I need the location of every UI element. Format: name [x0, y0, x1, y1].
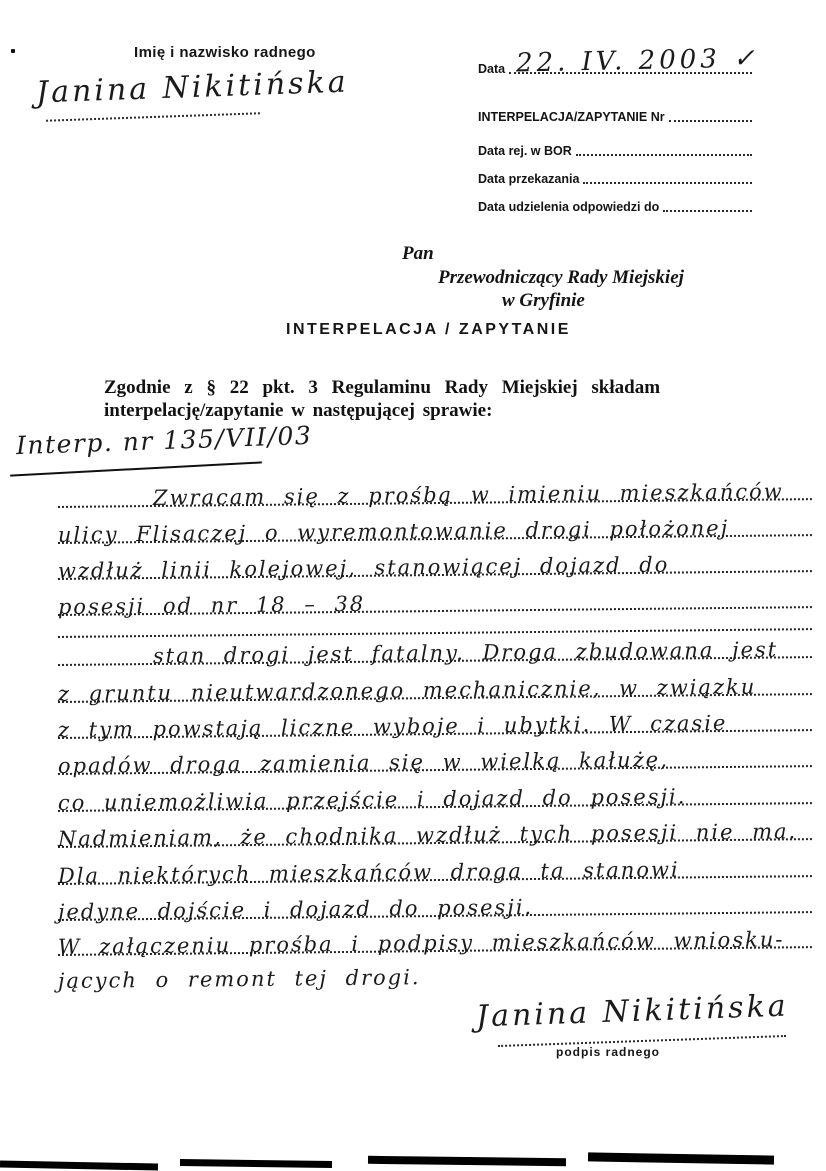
form-title: INTERPELACJA / ZAPYTANIE	[286, 321, 571, 338]
handwritten-line-text: jedyne dojście i dojazd do posesji.	[57, 895, 534, 924]
signature-caption: podpis radnego	[556, 1045, 660, 1059]
handwritten-line-text: z gruntu nieutwardzonego mechanicznie, w związku	[57, 674, 757, 706]
case-number-handwritten: Interp. nr 135/VII/03	[15, 420, 313, 461]
interpellation-number-row	[478, 106, 752, 124]
scan-artifact-bar	[588, 1152, 774, 1164]
handwritten-line-text: Nadmieniam, że chodnika wzdłuż tych posesji nie ma.	[57, 819, 798, 851]
scan-speck-artifact	[11, 49, 15, 53]
handwritten-line-text: Dla niektórych mieszkańców droga ta stanowi	[57, 857, 680, 888]
response-deadline-label: Data udzielenia odpowiedzi do	[478, 200, 660, 214]
handwritten-line-text: Zwracam się z prośbą w imieniu mieszkańców	[152, 479, 784, 511]
scan-artifact-bar	[180, 1159, 332, 1168]
addressee-salutation: Pan	[402, 243, 434, 264]
handwritten-line-text: wzdłuż linii kolejowej, stanowiącej dojazd do	[57, 552, 670, 583]
response-deadline-dotted-line	[663, 210, 752, 212]
date-value-handwritten: 22. IV. 2003 ✓	[515, 43, 760, 79]
handwritten-line-text: posesji od nr 18 – 38	[57, 591, 366, 619]
forwarding-date-label: Data przekazania	[478, 172, 580, 186]
signature-handwritten: Janina Nikitińska	[475, 988, 790, 1035]
scan-artifact-bar	[368, 1156, 566, 1166]
addressee-city: w Gryfinie	[502, 290, 585, 311]
intro-paragraph	[104, 376, 724, 422]
forwarding-date-dotted-line	[583, 182, 752, 184]
handwritten-line-text: ulicy Flisaczej o wyremontowanie drogi położonej	[57, 515, 730, 547]
councillor-name-dotted-line	[46, 112, 260, 121]
intro-line-2: interpelację/zapytanie w następującej sprawie:	[104, 400, 493, 421]
handwritten-line-text: jących o remont tej drogi.	[57, 965, 421, 993]
addressee-title: Przewodniczący Rady Miejskiej	[438, 267, 684, 288]
handwritten-line-text: W załączeniu prośba i podpisy mieszkańców wniosku-	[57, 927, 785, 959]
handwritten-line-text: co uniemożliwia przejście i dojazd do posesji.	[57, 784, 687, 815]
intro-line-1: Zgodnie z § 22 pkt. 3 Regulaminu Rady Miejskiej składam	[104, 377, 661, 398]
bor-registration-date-dotted-line	[576, 154, 752, 156]
response-deadline-row	[478, 196, 752, 214]
forwarding-date-row	[478, 168, 752, 186]
interpellation-number-label: INTERPELACJA/ZAPYTANIE Nr	[478, 110, 665, 124]
scan-artifact-bar	[0, 1160, 158, 1170]
bor-registration-date-row	[478, 140, 752, 158]
bor-registration-date-label: Data rej. w BOR	[478, 144, 572, 158]
date-label: Data	[478, 62, 506, 76]
handwritten-line	[57, 946, 812, 993]
handwritten-line-text: z tym powstają liczne wyboje i ubytki. W czasie	[57, 710, 728, 742]
handwritten-line-text: opadów droga zamienia się w wielką kałużę,	[57, 747, 669, 778]
interpellation-number-dotted-line	[669, 120, 752, 122]
handwritten-line-text: stan drogi jest fatalny. Droga zbudowana jest	[152, 637, 779, 669]
councillor-name-label: Imię i nazwisko radnego	[134, 44, 316, 61]
councillor-name-handwritten: Janina Nikitińska	[35, 64, 350, 111]
